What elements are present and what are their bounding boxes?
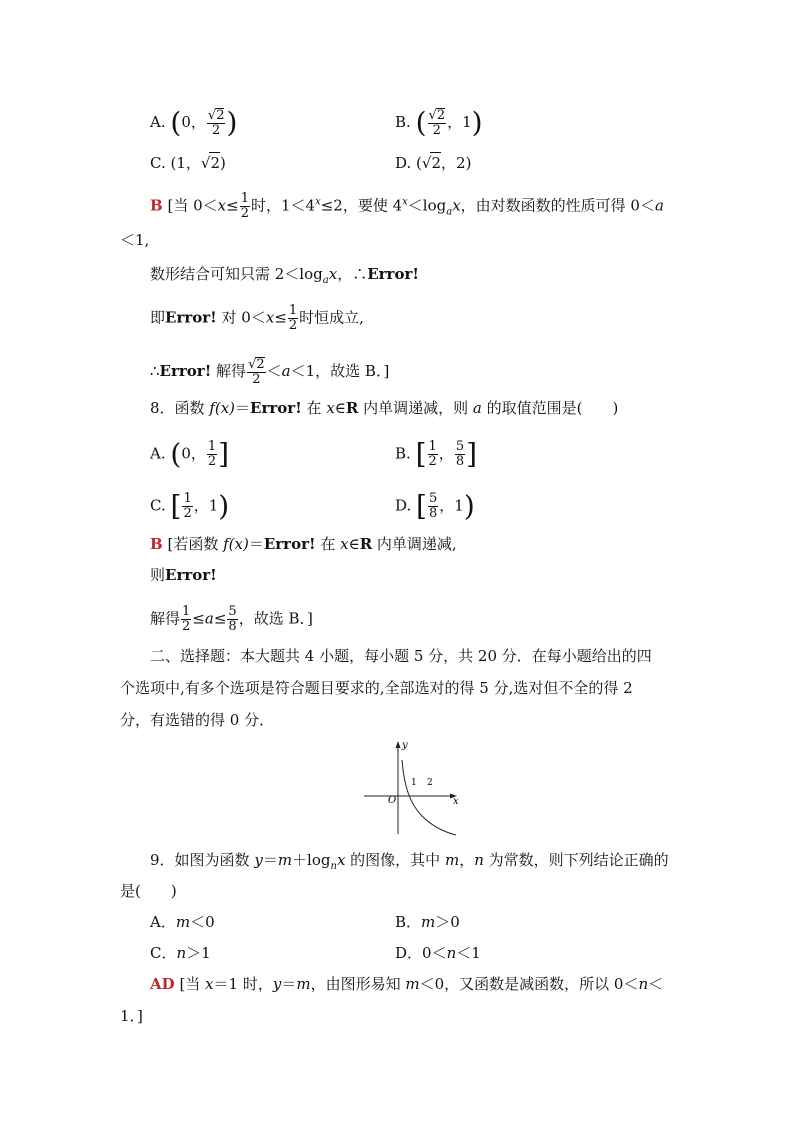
x-axis-label: x — [453, 796, 459, 807]
tick-label-1: 1 — [411, 778, 417, 788]
y-axis-arrow — [396, 741, 401, 748]
q9-option-d: D．0＜n＜1 — [395, 944, 481, 962]
q7-solution-line3: 数形结合可知只需 $2<\log_ax$，∴Error! — [150, 265, 419, 286]
q7-answer: B — [150, 196, 163, 215]
y-axis-label: y — [402, 740, 408, 751]
q9-option-b: B．m＞0 — [395, 913, 460, 931]
q8-option-a: A. (0， $\frac{1}{2}$ ] — [150, 437, 230, 471]
section2-line2: 个选项中,有多个选项是符合题目要求的,全部选对的得 5 分,选对但不全的得 2 — [120, 679, 633, 697]
q8-option-b: B. [ $\frac{1}{2}$ ， $\frac{5}{8}$ ] — [395, 437, 478, 471]
q8-solution-line2: 则Error! — [150, 566, 217, 584]
function-curve — [402, 760, 456, 835]
q7-option-a: A. (0， $\frac{√2}{2}$ ) — [150, 106, 238, 139]
q7-solution-line1: B [当 0＜x≤ $\frac{1}{2}$ 时，$1<4^x\le 2$，要使 $4^x<\log_ax$，由对数函数的性质可得 0＜a — [150, 191, 664, 221]
q7-solution-line4: 即Error! 对 0＜x≤ $\frac{1}{2}$ 时恒成立, — [150, 303, 364, 333]
q7-option-c: C. (1，√2) — [150, 154, 226, 172]
q9-option-c: C．n＞1 — [150, 944, 211, 962]
q8-answer: B — [150, 535, 163, 553]
q9-solution-line2: 1．] — [120, 1007, 143, 1025]
q7-option-b: B. ( $\frac{√2}{2}$ ，1) — [395, 106, 483, 139]
q7-solution-line5: ∴Error! 解得 $\frac{√2}{2}$ ＜a＜1，故选 B．] — [150, 357, 390, 387]
log-function-graph — [360, 738, 470, 838]
section2-line1: 二、选择题：本大题共 4 小题，每小题 5 分，共 20 分．在每小题给出的四 — [150, 647, 652, 665]
q8-option-d: D. [ $\frac{5}{8}$ ，1) — [395, 489, 475, 523]
q8-solution-line3: 解得 $\frac{1}{2}$ ≤a≤ $\frac{5}{8}$ ，故选 B．] — [150, 604, 313, 634]
q8-stem: 8．函数 f(x)＝Error! 在 x∈R 内单调递减，则 a 的取值范围是( ) — [150, 399, 619, 417]
section2-line3: 分，有选错的得 0 分． — [120, 711, 275, 729]
q7-solution-line2: ＜1, — [120, 231, 150, 249]
q8-solution-line1: B [若函数 f(x)＝Error! 在 x∈R 内单调递减, — [150, 535, 457, 553]
q9-stem-line2: 是( ) — [120, 882, 177, 900]
q9-solution-line1: AD [当 x＝1 时，y＝m，由图形易知 m＜0，又函数是减函数，所以 0＜n＜ — [150, 975, 664, 993]
q9-answer: AD — [150, 975, 175, 993]
tick-label-2: 2 — [427, 778, 433, 788]
q9-option-a: A．m＜0 — [150, 913, 215, 931]
q8-option-c: C. [ $\frac{1}{2}$ ，1) — [150, 489, 230, 523]
q7-option-d: D. (√2，2) — [395, 154, 472, 172]
origin-label: O — [388, 795, 397, 806]
q9-stem-line1: 9．如图为函数 $y=m+\log_nx$ 的图像，其中 m，n 为常数，则下列结论正确的 — [150, 851, 669, 872]
